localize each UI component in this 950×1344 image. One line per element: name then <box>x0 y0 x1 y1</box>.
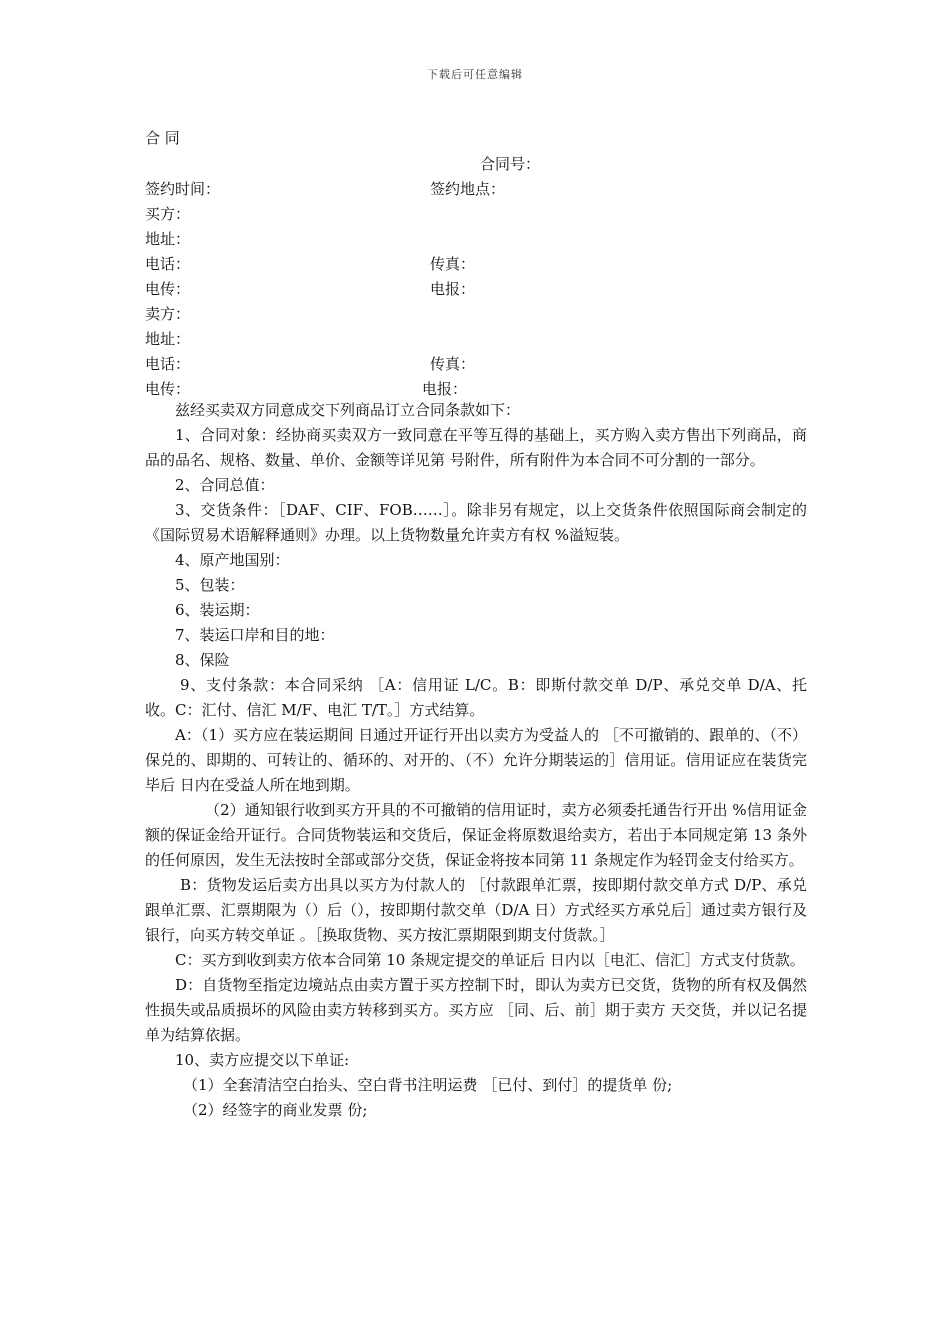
seller-telex-label: 电传： <box>145 380 191 398</box>
clause-10-item-1: （1）全套清洁空白抬头、空白背书注明运费 ［已付、到付］的提货单 份; <box>183 1076 673 1094</box>
buyer-phone-label: 电话： <box>145 255 191 273</box>
contract-body <box>145 398 807 1123</box>
clause-3-delivery-terms: 3、交货条件：［DAF、CIF、FOB……］。除非另有规定，以上交货条件依照国际商会制定的《国际贸易术语解释通则》办理。以上货物数量允许卖方有权 %溢短装。 <box>145 501 807 544</box>
clause-9-a-2: （2）通知银行收到买方开具的不可撤销的信用证时，卖方必须委托通告行开出 %信用证金额的保证金给开证行。合同货物装运和交货后，保证金将原数退给卖方，若出于本同规定第 13 条外的任何原因，发生无法按时全部或部分交货，保证金将按本同第 11 条规定作为轻罚金支付给买方。 <box>145 801 807 869</box>
clause-9-a-1: A：（1）买方应在装运期间 日通过开证行开出以卖方为受益人的 ［不可撤销的、跟单的、（不）保兑的、即期的、可转让的、循环的、对开的、（不）允许分期装运的］信用证。信用证应在装货完毕后 日内在受益人所在地到期。 <box>145 726 807 794</box>
contract-number-label: 合同号： <box>480 155 541 173</box>
clause-8-insurance: 8、保险 <box>175 651 230 669</box>
seller-fax-label: 传真： <box>430 355 476 373</box>
clause-7-ports: 7、装运口岸和目的地： <box>175 626 335 644</box>
seller-cable-label: 电报： <box>422 380 468 398</box>
buyer-fax-label: 传真： <box>430 255 476 273</box>
sign-place-label: 签约地点： <box>430 180 506 198</box>
page-header: 下载后可任意编辑 <box>427 68 523 81</box>
clause-9-b: B：货物发运后卖方出具以买方为付款人的 ［付款跟单汇票，按即期付款交单方式 D/P、承兑跟单汇票、汇票期限为（）后（），按即期付款交单（D/A 日）方式经买方承兑后］通过卖方银行及 银行，向买方转交单证 。［换取货物、买方按汇票期限到期支付货款。］ <box>145 876 807 944</box>
clause-4-origin: 4、原产地国别： <box>175 551 290 569</box>
buyer-cable-label: 电报： <box>430 280 476 298</box>
clause-10-item-2: （2）经签字的商业发票 份; <box>183 1101 368 1119</box>
buyer-label: 买方： <box>145 205 191 223</box>
sign-date-label: 签约时间： <box>145 180 221 198</box>
seller-phone-label: 电话： <box>145 355 191 373</box>
clause-9-c: C：买方到收到卖方依本合同第 10 条规定提交的单证后 日内以［电汇、信汇］方式支付货款。 <box>175 951 805 969</box>
clause-2-total-value: 2、合同总值： <box>175 476 275 494</box>
buyer-address-label: 地址： <box>145 230 191 248</box>
contract-title: 合 同 <box>145 129 180 147</box>
clause-9-d: D：自货物至指定边境站点由卖方置于买方控制下时，即认为卖方已交货，货物的所有权及偶然性损失或品质损坏的风险由卖方转移到买方。买方应 ［同、后、前］期于卖方 天交货，并以记名提单为结算依据。 <box>145 976 807 1044</box>
seller-label: 卖方： <box>145 305 191 323</box>
buyer-telex-label: 电传： <box>145 280 191 298</box>
clause-10-documents: 10、卖方应提交以下单证: <box>175 1051 350 1069</box>
clause-1-subject: 1、合同对象：经协商买卖双方一致同意在平等互得的基础上，买方购入卖方售出下列商品，商品的品名、规格、数量、单价、金额等详见第 号附件，所有附件为本合同不可分割的一部分。 <box>145 426 807 469</box>
clause-9-payment: 9、支付条款：本合同采纳 ［A：信用证 L/C。B：即斯付款交单 D/P、承兑交单 D/A、托收。C：汇付、信汇 M/F、电汇 T/T。］方式结算。 <box>145 676 807 719</box>
clause-5-packing: 5、包装： <box>175 576 245 594</box>
clause-6-shipment-period: 6、装运期： <box>175 601 260 619</box>
intro-paragraph: 兹经买卖双方同意成交下列商品订立合同条款如下： <box>175 401 521 419</box>
seller-address-label: 地址： <box>145 330 191 348</box>
